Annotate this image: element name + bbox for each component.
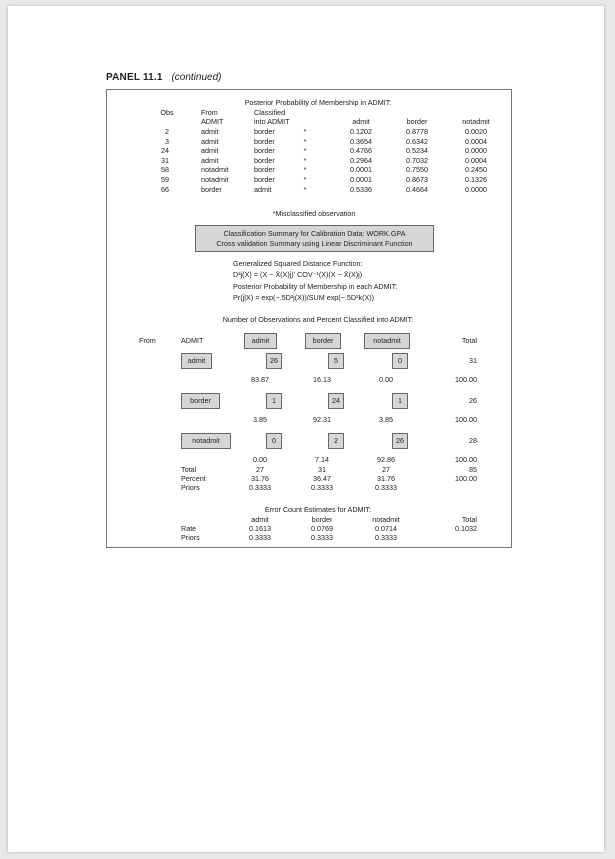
percent-total-cell: 100.00 [455, 474, 477, 483]
count-box: 2 [328, 433, 344, 449]
count-box: 24 [328, 393, 344, 409]
gsd-formula: D²j(X) = (X − X̄(X)j)ʹ COV⁻¹(X)(X − X̄(X)j) [233, 270, 363, 279]
row-percent-total-cell: 100.00 [455, 455, 477, 464]
row-percent-total-cell: 100.00 [455, 415, 477, 424]
prob-notadmit-cell: 0.1326 [465, 175, 487, 184]
count-box: 1 [392, 393, 408, 409]
error-rate-cell: 0.0769 [311, 524, 333, 533]
posterior-each-title: Posterior Probability of Membership in each ADMIT: [233, 282, 398, 291]
totals-total-cell: 85 [469, 465, 477, 474]
from-cell: notadmit [201, 165, 229, 175]
priors-value-cell: 0.3333 [249, 483, 271, 492]
from-cell: admit [201, 146, 219, 156]
count-box: 5 [328, 353, 344, 369]
totals-value-cell: 31 [318, 465, 326, 474]
posterior-formula: Pr(j|X) = exp(−.5D²j(X))/SUM exp(−.5D²k(X)) [233, 293, 375, 302]
error-col-total: Total [461, 515, 477, 524]
col-header-notadmit: notadmit [364, 333, 410, 349]
misclassified-mark: * [303, 165, 307, 175]
output-frame [106, 89, 512, 548]
error-rate-cell: 0.1613 [249, 524, 271, 533]
error-rate-label: Rate [181, 524, 197, 533]
priors-label: Priors [181, 483, 200, 492]
row-label-box: border [181, 393, 220, 409]
header-obs: Obs [160, 108, 174, 117]
error-col-notadmit: notadmit [372, 515, 400, 524]
obs-cell: 31 [161, 155, 169, 165]
into-cell: border [254, 127, 275, 136]
matrix-from-label: From [139, 336, 156, 345]
prob-border-cell: 0.7550 [406, 165, 428, 175]
prob-notadmit-cell: 0.0004 [465, 155, 487, 165]
totals-value-cell: 27 [382, 465, 390, 474]
header-from: From [201, 108, 218, 117]
col-header-border: border [305, 333, 341, 349]
misclassified-mark: * [303, 175, 307, 184]
percent-label: Percent [181, 474, 206, 483]
col-header-admit: admit [244, 333, 277, 349]
count-box: 0 [266, 433, 282, 449]
into-cell: border [254, 146, 275, 156]
row-percent-total-cell: 100.00 [455, 375, 477, 384]
percent-cell: 7.14 [315, 455, 329, 464]
misclassified-footnote: *Misclassified observation [272, 209, 356, 218]
prob-notadmit-cell: 0.0020 [465, 127, 487, 136]
prob-border-cell: 0.6342 [406, 136, 428, 146]
obs-cell: 58 [161, 165, 169, 175]
prob-notadmit-cell: 0.0000 [465, 146, 487, 156]
header-notadmit: notadmit [462, 117, 490, 126]
prob-notadmit-cell: 0.0000 [465, 184, 487, 194]
prob-admit-cell: 0.0001 [350, 175, 372, 184]
count-box: 1 [266, 393, 282, 409]
prob-admit-cell: 0.1202 [350, 127, 372, 136]
summary-line-2: Cross validation Summary using Linear Discriminant Function [216, 239, 413, 248]
obs-cell: 66 [161, 184, 169, 194]
percent-cell: 3.85 [253, 415, 267, 424]
error-priors-cell: 0.3333 [311, 533, 333, 542]
gsd-title: Generalized Squared Distance Function: [233, 259, 363, 268]
document-page [8, 6, 604, 852]
percent-cell: 83.87 [251, 375, 269, 384]
totals-value-cell: 27 [256, 465, 264, 474]
misclassified-mark: * [303, 127, 307, 136]
from-cell: admit [201, 136, 219, 146]
prob-border-cell: 0.5234 [406, 146, 428, 156]
percent-cell: 92.86 [377, 455, 395, 464]
count-box: 0 [392, 353, 408, 369]
percent-cell: 92.31 [313, 415, 331, 424]
prob-admit-cell: 0.0001 [350, 165, 372, 175]
summary-line-1: Classification Summary for Calibration Data: WORK.GPA [223, 229, 406, 238]
from-cell: border [201, 184, 222, 194]
into-cell: border [254, 165, 275, 175]
obs-cell: 24 [161, 146, 169, 156]
count-box: 26 [266, 353, 282, 369]
panel-continued: (continued) [171, 72, 222, 83]
into-cell: border [254, 175, 275, 184]
priors-value-cell: 0.3333 [311, 483, 333, 492]
header-from-admit: ADMIT [201, 117, 224, 126]
row-total-cell: 31 [469, 356, 477, 365]
error-col-border: border [311, 515, 333, 524]
posterior-title: Posterior Probability of Membership in ADMIT: [244, 98, 392, 107]
prob-admit-cell: 0.3654 [350, 136, 372, 146]
prob-border-cell: 0.8778 [406, 127, 428, 136]
percent-value-cell: 31.76 [377, 474, 395, 483]
panel-label: PANEL 11.1 [106, 72, 163, 83]
obs-cell: 59 [161, 175, 169, 184]
into-cell: border [254, 155, 275, 165]
count-box: 26 [392, 433, 408, 449]
misclassified-mark: * [303, 136, 307, 146]
obs-cell: 2 [165, 127, 169, 136]
header-classified: Classified [254, 108, 286, 117]
row-total-cell: 28 [469, 436, 477, 445]
prob-border-cell: 0.8673 [406, 175, 428, 184]
error-rate-cell: 0.0714 [375, 524, 397, 533]
error-priors-cell: 0.3333 [249, 533, 271, 542]
error-col-admit: admit [251, 515, 269, 524]
col-header-total: Total [461, 336, 477, 345]
prob-border-cell: 0.7032 [406, 155, 428, 165]
error-title: Error Count Estimates for ADMIT: [264, 505, 372, 514]
totals-label: Total [181, 465, 197, 474]
panel-heading [106, 72, 221, 83]
matrix-title: Number of Observations and Percent Classified into ADMIT: [222, 315, 414, 324]
row-label-box: notadmit [181, 433, 231, 449]
percent-value-cell: 36.47 [313, 474, 331, 483]
prob-notadmit-cell: 0.2450 [465, 165, 487, 175]
into-cell: admit [254, 184, 272, 194]
matrix-admit-label: ADMIT [181, 336, 204, 345]
header-admit: admit [352, 117, 370, 126]
percent-value-cell: 31.76 [251, 474, 269, 483]
row-total-cell: 26 [469, 396, 477, 405]
error-priors-label: Priors [181, 533, 200, 542]
error-rate-total-cell: 0.1032 [455, 524, 477, 533]
misclassified-mark: * [303, 146, 307, 156]
misclassified-mark: * [303, 155, 307, 165]
percent-cell: 16.13 [313, 375, 331, 384]
header-border: border [406, 117, 428, 126]
prob-admit-cell: 0.2964 [350, 155, 372, 165]
classification-summary-box [195, 225, 434, 252]
prob-admit-cell: 0.4766 [350, 146, 372, 156]
prob-notadmit-cell: 0.0004 [465, 136, 487, 146]
from-cell: admit [201, 127, 219, 136]
row-label-box: admit [181, 353, 212, 369]
from-cell: admit [201, 155, 219, 165]
header-into-admit: into ADMIT [254, 117, 290, 126]
into-cell: border [254, 136, 275, 146]
prob-admit-cell: 0.5336 [350, 184, 372, 194]
misclassified-mark: * [303, 184, 307, 194]
obs-cell: 3 [165, 136, 169, 146]
percent-cell: 0.00 [379, 375, 393, 384]
priors-value-cell: 0.3333 [375, 483, 397, 492]
from-cell: notadmit [201, 175, 229, 184]
percent-cell: 3.85 [379, 415, 393, 424]
prob-border-cell: 0.4664 [406, 184, 428, 194]
percent-cell: 0.00 [253, 455, 267, 464]
error-priors-cell: 0.3333 [375, 533, 397, 542]
